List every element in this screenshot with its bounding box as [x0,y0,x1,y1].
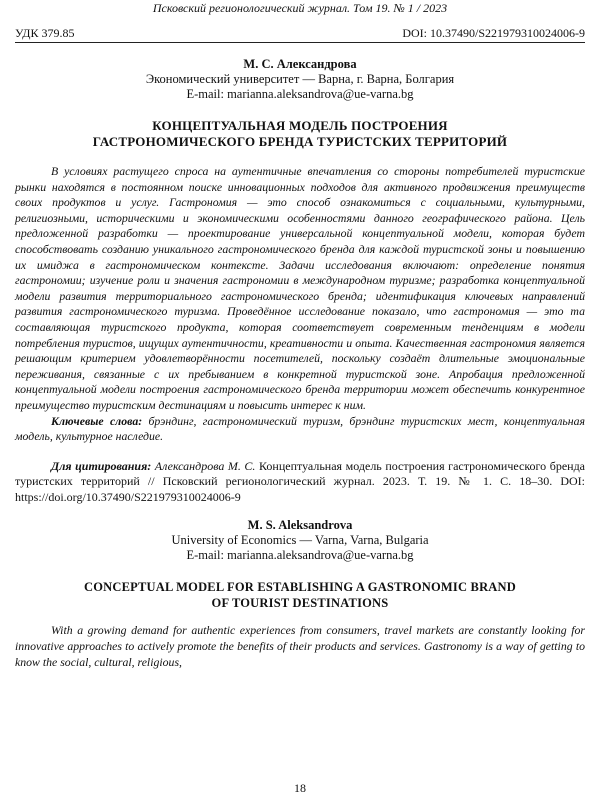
page-number: 18 [294,781,306,795]
article-meta-row [15,26,585,43]
citation-label: Для цитирования: [51,458,152,473]
ru-article-title [15,118,585,150]
udk-code: УДК 379.85 [15,26,75,40]
en-title-line-2: OF TOURIST DESTINATIONS [211,596,389,611]
en-author-block [15,518,585,563]
ru-abstract: В условиях растущего спроса на аутентичные впечатления со стороны потребителей туристские рынки находятся в постоянном поиске инновационных подходов для активного продвижения преимуществ своих продуктов и услуг. Гастрономия — это способ ознакомиться с социальными, культурными, религиозными, историческими и экономическими особенностями данного географического района. Цель предложенной разработки — проектирование универсальной концептуальной модели, которая будет способствовать созданию уникального гастрономического бренда для каждой туристской зоны и повышению их имиджа в гастрономическом контексте. Задачи исследования включают: определение понятия гастрономии; изучение роли и значения гастрономии в международном туризме; разработка концептуальной модели развития территориального гастрономического бренда; идентификация ключевых направлений развития гастрономического туризма. Проведённое исследование показало, что гастрономия — это та составляющая туристского продукта, которая соответствует современным тенденциям в модели потребления туристов, ищущих аутентичности, креативности и опыта. Качественная гастрономия является решающим критерием удовлетворённости посетителей, поскольку создаёт длительные эмоциональные переживания, связанные с их пребыванием в конкретной туристской зоне. Апробация предложенной концептуальной модели построения гастрономического бренда территории может обеспечить конкурентное преимущество туристским дестинациям и повысить интерес к ним. [15,164,585,412]
en-email: E-mail: marianna.aleksandrova@ue-varna.bg [186,548,414,563]
citation-block [15,459,585,506]
en-author-name: M. S. Aleksandrova [247,518,353,533]
keywords-label: Ключевые слова: [51,413,143,428]
ru-affiliation: Экономический университет — Варна, г. Варна, Болгария [145,72,455,86]
ru-author-block [15,57,585,102]
doi-identifier: DOI: 10.37490/S221979310024006-9 [402,26,585,40]
ru-title-line-2: ГАСТРОНОМИЧЕСКОГО БРЕНДА ТУРИСТСКИХ ТЕРРИТОРИЙ [92,134,508,149]
en-article-title [15,579,585,611]
ru-title-line-1: КОНЦЕПТУАЛЬНАЯ МОДЕЛЬ ПОСТРОЕНИЯ [152,118,448,133]
ru-email: E-mail: marianna.aleksandrova@ue-varna.bg [186,87,414,101]
ru-keywords [15,414,585,445]
en-affiliation: University of Economics — Varna, Varna, Bulgaria [171,533,429,548]
en-abstract: With a growing demand for authentic experiences from consumers, travel markets are constantly looking for innovative approaches to actively promote the benefits of their products and services. Gastronomy is a way of getting to know the social, cultural, religious, [15,623,585,669]
citation-text: Концептуальная модель построения гастрономического бренда туристских территорий // Псковский регионологический журнал. 2023. Т. 19. № 1. С. 18–30. DOI: https://doi.org/10.37490/S221979310024006-9 [15,458,586,504]
en-title-line-1: CONCEPTUAL MODEL FOR ESTABLISHING A GASTRONOMIC BRAND [84,580,516,595]
citation-author: Александрова М. С. [151,458,256,473]
running-header: Псковский регионологический журнал. Том 19. № 1 / 2023 [152,1,448,15]
keywords-text: брэндинг, гастрономический туризм, брэндинг туристских мест, концептуальная модель, культурное наследие. [15,413,586,444]
ru-author-name: М. С. Александрова [243,57,357,71]
